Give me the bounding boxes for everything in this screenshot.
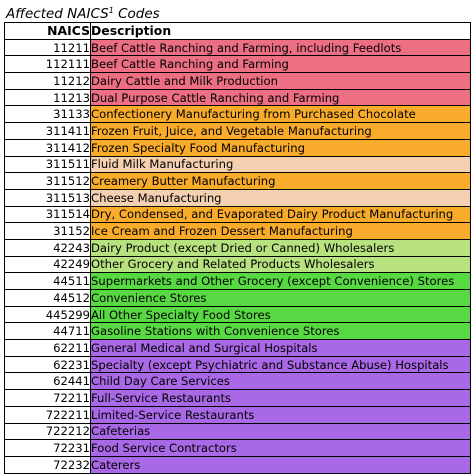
description-cell: Fluid Milk Manufacturing bbox=[91, 156, 471, 173]
caption-tail: Codes bbox=[113, 6, 160, 22]
table-row bbox=[5, 290, 471, 307]
description-cell: Other Grocery and Related Products Wholesalers bbox=[91, 256, 471, 273]
table-row bbox=[5, 273, 471, 290]
table-row bbox=[5, 73, 471, 90]
table-row bbox=[5, 239, 471, 256]
table-row bbox=[5, 306, 471, 323]
table-row bbox=[5, 340, 471, 357]
table-row bbox=[5, 406, 471, 423]
description-cell: Limited-Service Restaurants bbox=[91, 406, 471, 423]
naics-code-cell: 11211 bbox=[5, 39, 91, 56]
description-cell: Creamery Butter Manufacturing bbox=[91, 173, 471, 190]
table-row bbox=[5, 123, 471, 140]
naics-code-cell: 42249 bbox=[5, 256, 91, 273]
naics-code-cell: 42243 bbox=[5, 239, 91, 256]
naics-code-cell: 445299 bbox=[5, 306, 91, 323]
description-cell: Dual Purpose Cattle Ranching and Farming bbox=[91, 89, 471, 106]
table-row bbox=[5, 156, 471, 173]
naics-code-cell: 62441 bbox=[5, 373, 91, 390]
table-row bbox=[5, 356, 471, 373]
naics-code-cell: 72211 bbox=[5, 390, 91, 407]
description-cell: Dry, Condensed, and Evaporated Dairy Product Manufacturing bbox=[91, 206, 471, 223]
naics-code-cell: 311512 bbox=[5, 173, 91, 190]
description-cell: Frozen Fruit, Juice, and Vegetable Manufacturing bbox=[91, 123, 471, 140]
table-row bbox=[5, 423, 471, 440]
naics-code-cell: 44711 bbox=[5, 323, 91, 340]
naics-code-cell: 72231 bbox=[5, 440, 91, 457]
table-row bbox=[5, 106, 471, 123]
naics-code-cell: 722212 bbox=[5, 423, 91, 440]
table-row bbox=[5, 56, 471, 73]
table-row bbox=[5, 206, 471, 223]
header-naics: NAICS bbox=[5, 23, 91, 40]
description-cell: Supermarkets and Other Grocery (except Convenience) Stores bbox=[91, 273, 471, 290]
description-cell: Specialty (except Psychiatric and Substance Abuse) Hospitals bbox=[91, 356, 471, 373]
description-cell: Convenience Stores bbox=[91, 290, 471, 307]
table-row bbox=[5, 256, 471, 273]
naics-code-cell: 311514 bbox=[5, 206, 91, 223]
table-row bbox=[5, 223, 471, 240]
caption-main: Affected NAICS bbox=[6, 6, 109, 22]
description-cell: Ice Cream and Frozen Dessert Manufacturing bbox=[91, 223, 471, 240]
table-row bbox=[5, 173, 471, 190]
naics-code-cell: 311411 bbox=[5, 123, 91, 140]
naics-code-cell: 31133 bbox=[5, 106, 91, 123]
table-row bbox=[5, 440, 471, 457]
description-cell: Frozen Specialty Food Manufacturing bbox=[91, 139, 471, 156]
naics-code-cell: 722211 bbox=[5, 406, 91, 423]
table-row bbox=[5, 390, 471, 407]
header-row bbox=[5, 23, 471, 40]
table-row bbox=[5, 323, 471, 340]
description-cell: Gasoline Stations with Convenience Stores bbox=[91, 323, 471, 340]
description-cell: Caterers bbox=[91, 456, 471, 473]
description-cell: Dairy Cattle and Milk Production bbox=[91, 73, 471, 90]
table-row bbox=[5, 189, 471, 206]
table-row bbox=[5, 39, 471, 56]
description-cell: Cheese Manufacturing bbox=[91, 189, 471, 206]
description-cell: Food Service Contractors bbox=[91, 440, 471, 457]
table-row bbox=[5, 373, 471, 390]
description-cell: General Medical and Surgical Hospitals bbox=[91, 340, 471, 357]
naics-code-cell: 31152 bbox=[5, 223, 91, 240]
naics-codes-table bbox=[4, 22, 471, 474]
naics-code-cell: 11212 bbox=[5, 73, 91, 90]
description-cell: Beef Cattle Ranching and Farming bbox=[91, 56, 471, 73]
naics-code-cell: 311412 bbox=[5, 139, 91, 156]
naics-code-cell: 62211 bbox=[5, 340, 91, 357]
table-row bbox=[5, 456, 471, 473]
naics-code-cell: 44511 bbox=[5, 273, 91, 290]
description-cell: All Other Specialty Food Stores bbox=[91, 306, 471, 323]
table-row bbox=[5, 139, 471, 156]
naics-code-cell: 44512 bbox=[5, 290, 91, 307]
description-cell: Dairy Product (except Dried or Canned) Wholesalers bbox=[91, 239, 471, 256]
naics-code-cell: 72232 bbox=[5, 456, 91, 473]
table-row bbox=[5, 89, 471, 106]
naics-code-cell: 311513 bbox=[5, 189, 91, 206]
naics-code-cell: 112111 bbox=[5, 56, 91, 73]
header-description: Description bbox=[91, 23, 471, 40]
caption-footnote-marker: 1 bbox=[108, 6, 114, 15]
description-cell: Cafeterias bbox=[91, 423, 471, 440]
description-cell: Beef Cattle Ranching and Farming, including Feedlots bbox=[91, 39, 471, 56]
table-caption bbox=[6, 3, 160, 22]
table-body bbox=[5, 39, 471, 473]
naics-code-cell: 11213 bbox=[5, 89, 91, 106]
description-cell: Confectionery Manufacturing from Purchased Chocolate bbox=[91, 106, 471, 123]
description-cell: Full-Service Restaurants bbox=[91, 390, 471, 407]
naics-code-cell: 62231 bbox=[5, 356, 91, 373]
description-cell: Child Day Care Services bbox=[91, 373, 471, 390]
naics-code-cell: 311511 bbox=[5, 156, 91, 173]
